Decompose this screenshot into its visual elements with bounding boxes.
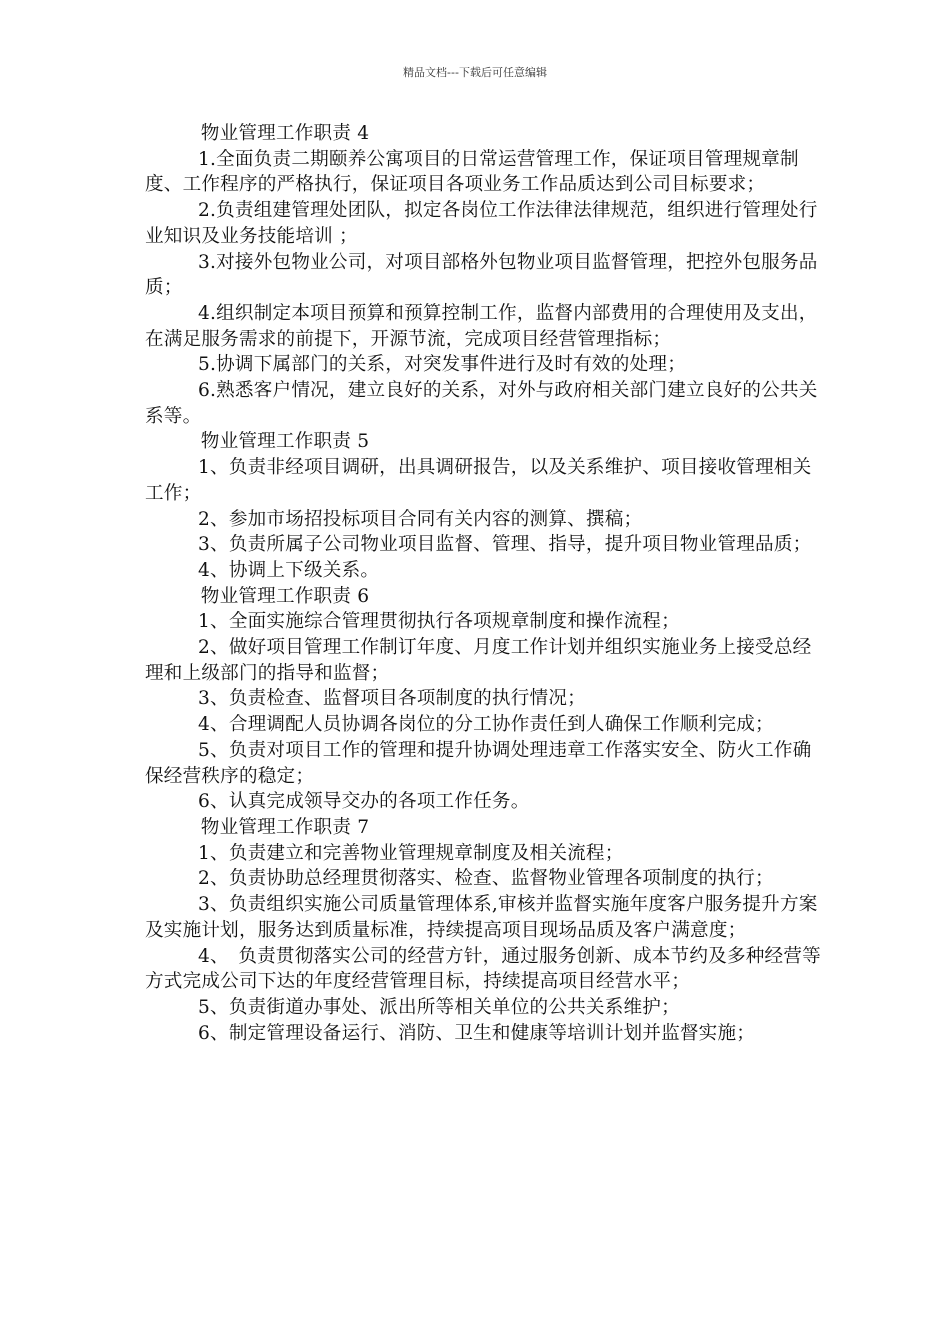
list-item: 6、制定管理设备运行、消防、卫生和健康等培训计划并监督实施；	[198, 1022, 756, 1044]
list-item: 4.组织制定本项目预算和预算控制工作，监督内部费用的合理使用及支出，在满足服务需求的前提下，开源节流，完成项目经营管理指标；	[145, 302, 818, 350]
list-item: 1、负责非经项目调研，出具调研报告，以及关系维护、项目接收管理相关工作；	[145, 457, 812, 504]
list-item: 2.负责组建管理处团队，拟定各岗位工作法律法律规范，组织进行管理处行业知识及业务技能培训 ；	[145, 200, 818, 247]
list-item: 3.对接外包物业公司，对项目部格外包物业项目监督管理，把控外包服务品质；	[145, 251, 818, 299]
list-item: 1、负责建立和完善物业管理规章制度及相关流程；	[198, 842, 624, 864]
list-item: 5.协调下属部门的关系，对突发事件进行及时有效的处理；	[198, 354, 686, 376]
list-item: 1、全面实施综合管理贯彻执行各项规章制度和操作流程；	[198, 611, 680, 633]
list-item: 4、协调上下级关系。	[198, 559, 380, 581]
section-heading: 物业管理工作职责 7	[200, 816, 370, 838]
section-heading: 物业管理工作职责 6	[200, 585, 370, 607]
list-item: 3、负责检查、监督项目各项制度的执行情况；	[198, 688, 586, 710]
list-item: 6.熟悉客户情况，建立良好的关系，对外与政府相关部门建立良好的公共关系等。	[145, 380, 818, 427]
list-item: 5、负责街道办事处、派出所等相关单位的公共关系维护；	[198, 996, 680, 1018]
section-heading: 物业管理工作职责 4	[200, 123, 370, 144]
document-body	[145, 121, 821, 1046]
list-item: 4、合理调配人员协调各岗位的分工协作责任到人确保工作顺利完成；	[198, 714, 774, 736]
list-item: 2、负责协助总经理贯彻落实、检查、监督物业管理各项制度的执行；	[198, 868, 774, 890]
list-item: 6、认真完成领导交办的各项工作任务。	[198, 791, 530, 813]
list-item: 4、 负责贯彻落实公司的经营方针，通过服务创新、成本节约及多种经营等方式完成公司下达的年度经营管理目标，持续提高项目经营水平；	[145, 945, 821, 993]
list-item: 3、负责组织实施公司质量管理体系,审核并监督实施年度客户服务提升方案及实施计划，服务达到质量标准，持续提高项目现场品质及客户满意度；	[145, 894, 818, 941]
section-heading: 物业管理工作职责 5	[200, 431, 370, 453]
list-item: 5、负责对项目工作的管理和提升协调处理违章工作落实安全、防火工作确保经营秩序的稳定；	[145, 739, 812, 787]
page-header: 精品文档---下载后可任意编辑	[403, 66, 547, 79]
list-item: 1.全面负责二期颐养公寓项目的日常运营管理工作，保证项目管理规章制度、工作程序的严格执行，保证项目各项业务工作品质达到公司目标要求；	[145, 148, 799, 196]
list-item: 2、参加市场招投标项目合同有关内容的测算、撰稿；	[198, 508, 643, 530]
list-item: 3、负责所属子公司物业项目监督、管理、指导，提升项目物业管理品质；	[198, 534, 812, 556]
list-item: 2、做好项目管理工作制订年度、月度工作计划并组织实施业务上接受总经理和上级部门的指导和监督；	[145, 637, 812, 684]
